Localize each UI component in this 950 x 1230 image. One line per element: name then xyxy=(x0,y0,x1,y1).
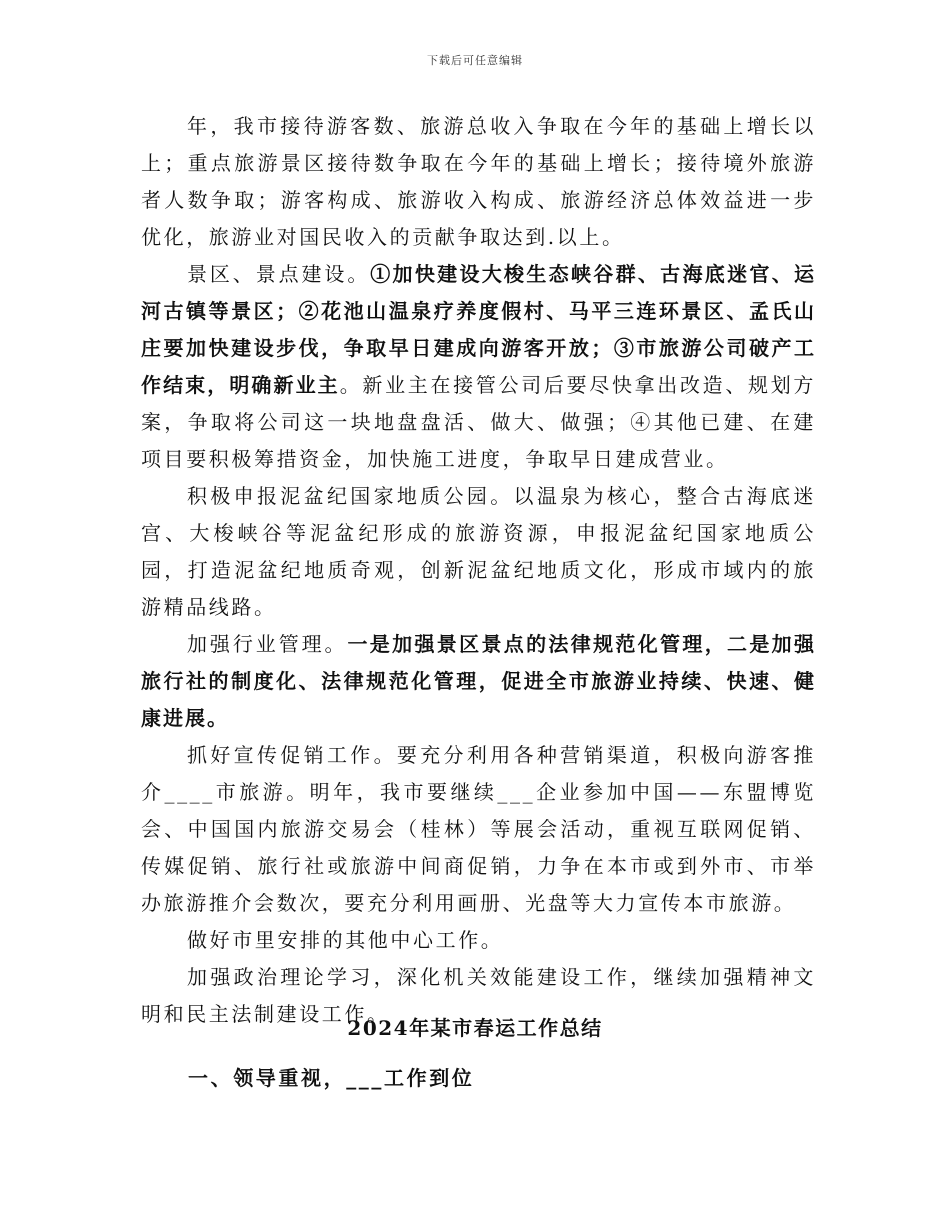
paragraph-other-work: 做好市里安排的其他中心工作。 xyxy=(187,928,504,952)
body-text xyxy=(141,108,816,1033)
paragraph-text: 。新业主在接管公司后要尽快拿出改造、规划方案，争取将公司这一块地盘盘活、做大、做强；④其他已建、在建项目要积极筹措资金，加快施工进度，争取早日建成营业。 xyxy=(141,373,816,471)
page-header-note: 下载后可任意编辑 xyxy=(427,54,523,67)
paragraph-political-study: 加强政治理论学习，深化机关效能建设工作，继续加强精神文明和民主法制建设工作。 xyxy=(141,965,816,1026)
paragraph-bold-text: ①加快建设大梭生态峡谷群、古海底迷官、运河古镇等景区；②花池山温泉疗养度假村、马平三连环景区、孟氏山庄要加快建设步伐，争取早日建成向游客开放；③市旅游公司破产工作结束，明确新业主 xyxy=(141,262,816,397)
paragraph-industry-management xyxy=(141,626,816,737)
paragraph-promotion: 抓好宣传促销工作。要充分利用各种营销渠道，积极向游客推介____市旅游。明年，我市要继续___企业参加中国——东盟博览会、中国国内旅游交易会（桂林）等展会活动，重视互联网促销、传媒促销、旅行社或旅游中间商促销，力争在本市或到外市、市举办旅游推介会数次，要充分利用画册、光盘等大力宣传本市旅游。 xyxy=(141,743,816,915)
paragraph-lead: 景区、景点建设。 xyxy=(187,262,371,286)
paragraph-geopark: 积极申报泥盆纪国家地质公园。以温泉为核心，整合古海底迷宫、大梭峡谷等泥盆纪形成的旅游资源，申报泥盆纪国家地质公园，打造泥盆纪地质奇观，创新泥盆纪地质文化，形成市域内的旅游精品线路。 xyxy=(141,484,816,619)
section-heading: 一、领导重视，___工作到位 xyxy=(188,1066,475,1090)
paragraph-bold-text: 一是加强景区景点的法律规范化管理，二是加强旅行社的制度化、法律规范化管理，促进全市旅游业持续、快速、健康进展。 xyxy=(141,632,817,730)
paragraph-lead: 加强行业管理。 xyxy=(187,632,348,656)
paragraph-visitor-targets: 年，我市接待游客数、旅游总收入争取在今年的基础上增长以上；重点旅游景区接待数争取在今年的基础上增长；接待境外旅游者人数争取；游客构成、旅游收入构成、旅游经济总体效益进一步优化，旅游业对国民收入的贡献争取达到.以上。 xyxy=(141,114,816,249)
document-title: 2024年某市春运工作总结 xyxy=(347,1016,603,1040)
paragraph-scenic-construction xyxy=(141,256,816,478)
